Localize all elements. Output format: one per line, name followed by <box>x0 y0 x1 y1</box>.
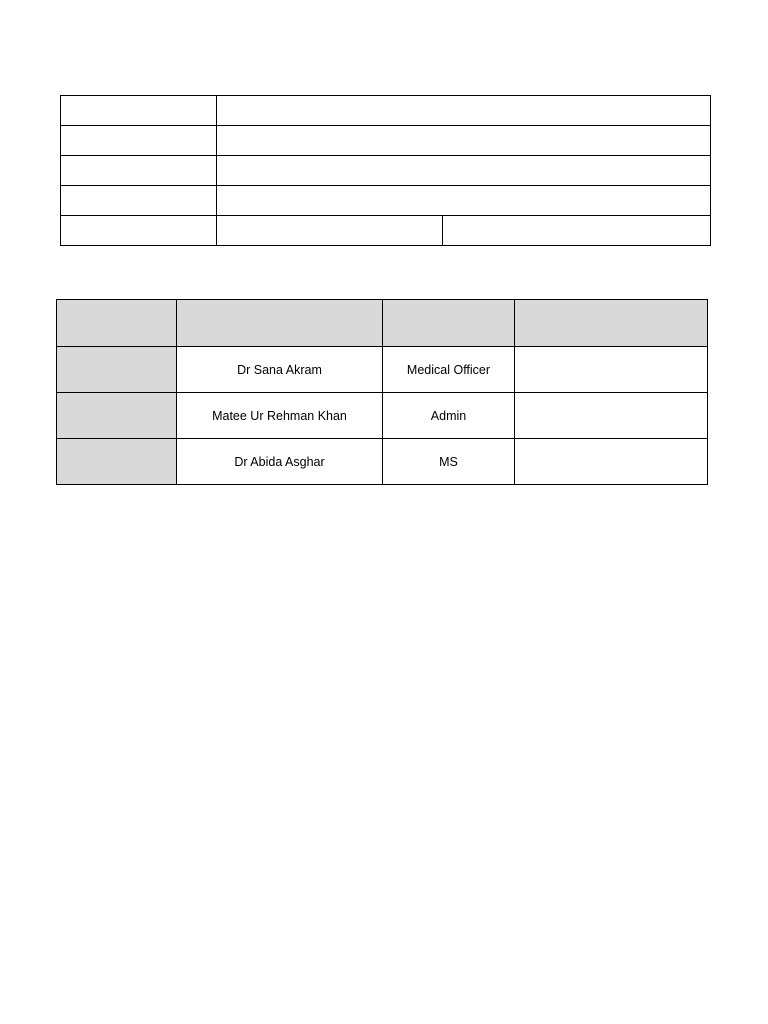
doc-info-row <box>61 126 711 156</box>
role-cell <box>57 439 177 485</box>
doc-info-value-cell <box>217 216 443 246</box>
header-cell <box>515 300 708 347</box>
designation-cell: Admin <box>383 393 515 439</box>
doc-info-row <box>61 156 711 186</box>
designation-cell: MS <box>383 439 515 485</box>
approval-header-row <box>57 300 708 347</box>
header-cell <box>57 300 177 347</box>
header-cell <box>177 300 383 347</box>
doc-info-value-cell <box>217 96 711 126</box>
doc-info-label-cell <box>61 156 217 186</box>
designation-cell: Medical Officer <box>383 347 515 393</box>
doc-info-label-cell <box>61 96 217 126</box>
header-cell <box>383 300 515 347</box>
doc-info-value-cell <box>217 126 711 156</box>
doc-info-row <box>61 186 711 216</box>
doc-info-row <box>61 96 711 126</box>
role-cell <box>57 347 177 393</box>
doc-info-label-cell <box>61 216 217 246</box>
approval-row <box>57 393 708 439</box>
name-cell: Dr Abida Asghar <box>177 439 383 485</box>
doc-info-label-cell <box>61 126 217 156</box>
doc-info-label-cell <box>61 186 217 216</box>
doc-info-value-cell <box>217 186 711 216</box>
doc-info-value-cell <box>217 156 711 186</box>
doc-info-row <box>61 216 711 246</box>
approval-table <box>56 299 708 485</box>
name-cell: Matee Ur Rehman Khan <box>177 393 383 439</box>
document-info-table <box>60 95 711 246</box>
role-cell <box>57 393 177 439</box>
signature-cell <box>515 439 708 485</box>
signature-cell <box>515 393 708 439</box>
doc-info-value-cell <box>443 216 711 246</box>
approval-row <box>57 439 708 485</box>
signature-cell <box>515 347 708 393</box>
approval-row <box>57 347 708 393</box>
name-cell: Dr Sana Akram <box>177 347 383 393</box>
